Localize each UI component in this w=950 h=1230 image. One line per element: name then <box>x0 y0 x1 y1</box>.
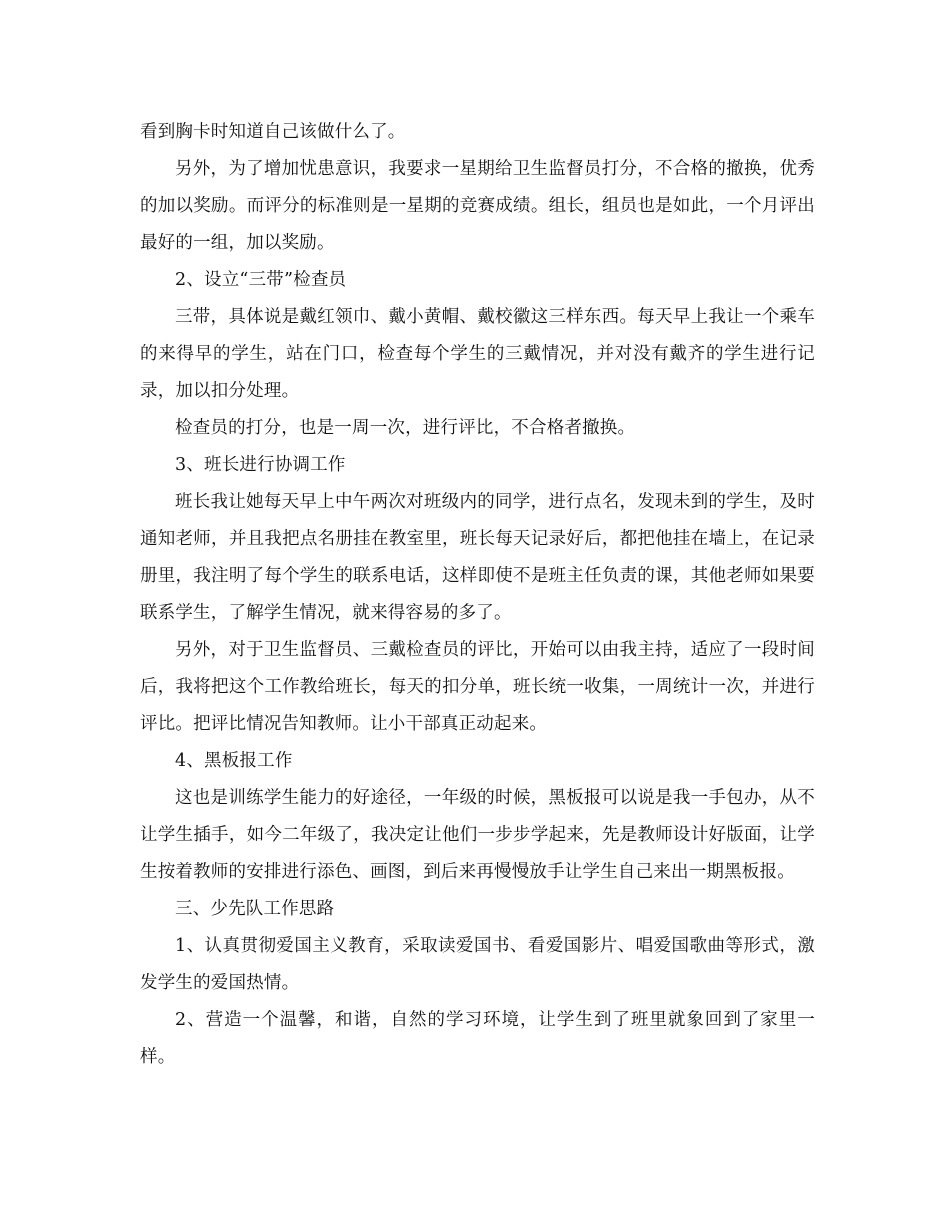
paragraph-continuation: 看到胸卡时知道自己该做什么了。 <box>140 122 406 142</box>
paragraph: 检查员的打分，也是一周一次，进行评比，不合格者撤换。 <box>175 418 636 438</box>
paragraph: 另外，为了增加忧患意识，我要求一星期给卫生监督员打分，不合格的撤换，优秀的加以奖励。而评分的标准则是一星期的竞赛成绩。组长，组员也是如此，一个月评出最好的一组，加以奖励。 <box>140 159 815 253</box>
paragraph: 另外，对于卫生监督员、三戴检查员的评比，开始可以由我主持，适应了一段时间后，我将把这个工作教给班长，每天的扣分单，班长统一收集，一周统计一次，并进行评比。把评比情况告知教师。让小干部真正动起来。 <box>140 640 815 734</box>
section-heading: 3、班长进行协调工作 <box>175 455 346 475</box>
document-body <box>140 114 815 1076</box>
section-heading: 4、黑板报工作 <box>175 751 293 771</box>
paragraph: 三带，具体说是戴红领巾、戴小黄帽、戴校徽这三样东西。每天早上我让一个乘车的来得早的学生，站在门口，检查每个学生的三戴情况，并对没有戴齐的学生进行记录，加以扣分处理。 <box>140 307 815 401</box>
paragraph: 班长我让她每天早上中午两次对班级内的同学，进行点名，发现未到的学生，及时通知老师，并且我把点名册挂在教室里，班长每天记录好后，都把他挂在墙上，在记录册里，我注明了每个学生的联系电话，这样即使不是班主任负责的课，其他老师如果要联系学生，了解学生情况，就来得容易的多了。 <box>140 492 815 623</box>
chapter-heading: 三、少先队工作思路 <box>175 899 335 919</box>
section-heading: 2、设立“三带”检查员 <box>175 270 347 290</box>
paragraph: 1、认真贯彻爱国主义教育，采取读爱国书、看爱国影片、唱爱国歌曲等形式，激发学生的爱国热情。 <box>140 936 815 993</box>
paragraph: 这也是训练学生能力的好途径，一年级的时候，黑板报可以说是我一手包办，从不让学生插手，如今二年级了，我决定让他们一步步学起来，先是教师设计好版面，让学生按着教师的安排进行添色、画图，到后来再慢慢放手让学生自己来出一期黑板报。 <box>140 788 815 882</box>
paragraph: 2、营造一个温馨，和谐，自然的学习环境，让学生到了班里就象回到了家里一样。 <box>140 1010 815 1067</box>
